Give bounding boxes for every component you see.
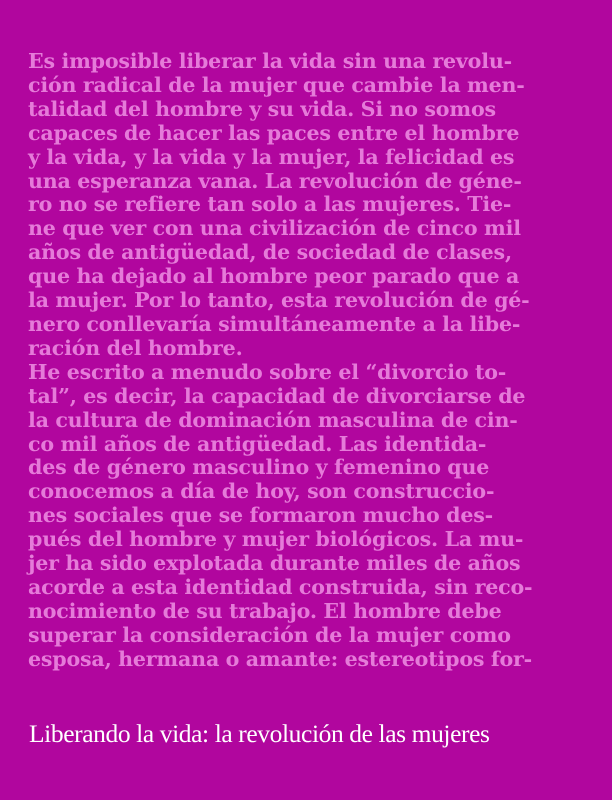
- body-text-line: una esperanza vana. La revolución de géne-: [28, 168, 522, 193]
- body-text-line: años de antigüedad, de sociedad de clases,: [28, 240, 512, 265]
- body-text-line: acorde a esta identidad construida, sin reco-: [28, 574, 533, 599]
- body-text-line: He escrito a menudo sobre el “divorcio to-: [28, 359, 507, 384]
- body-text-line: esposa, hermana o amante: estereotipos for-: [28, 646, 533, 671]
- body-text-line: ción radical de la mujer que cambie la men-: [28, 72, 525, 97]
- body-text-line: que ha dejado al hombre peor parado que a: [28, 264, 520, 289]
- book-title: Liberando la vida: la revolución de las mujeres: [29, 719, 490, 748]
- body-text-line: capaces de hacer las paces entre el hombre: [28, 120, 520, 145]
- body-text-line: conocemos a día de hoy, son construccio-: [28, 479, 495, 504]
- body-text-line: nes sociales que se formaron mucho des-: [28, 503, 494, 528]
- body-text-line: superar la consideración de la mujer como: [28, 622, 511, 647]
- body-text-line: la mujer. Por lo tanto, esta revolución de gé-: [28, 288, 530, 313]
- body-text-line: y la vida, y la vida y la mujer, la felicidad es: [28, 144, 515, 169]
- body-text-line: ración del hombre.: [28, 335, 243, 360]
- body-text-line: talidad del hombre y su vida. Si no somos: [28, 96, 496, 121]
- body-text-line: la cultura de dominación masculina de cin-: [28, 407, 518, 432]
- body-text-line: des de género masculino y femenino que: [28, 455, 490, 480]
- body-text-line: tal”, es decir, la capacidad de divorciarse de: [28, 383, 526, 408]
- body-text-line: jer ha sido explotada durante miles de años: [28, 551, 521, 576]
- body-text-line: pués del hombre y mujer biológicos. La mu-: [28, 527, 524, 552]
- body-text-line: nocimiento de su trabajo. El hombre debe: [28, 598, 502, 623]
- body-text-line: nero conllevaría simultáneamente a la libe-: [28, 311, 521, 336]
- body-text-line: ne que ver con una civilización de cinco mil: [28, 216, 521, 241]
- body-text-line: Es imposible liberar la vida sin una revolu-: [28, 49, 512, 73]
- body-text-line: co mil años de antigüedad. Las identida-: [28, 431, 487, 456]
- body-text-line: ro no se refiere tan solo a las mujeres. Tie-: [28, 192, 512, 217]
- cover-body-text: [28, 50, 588, 672]
